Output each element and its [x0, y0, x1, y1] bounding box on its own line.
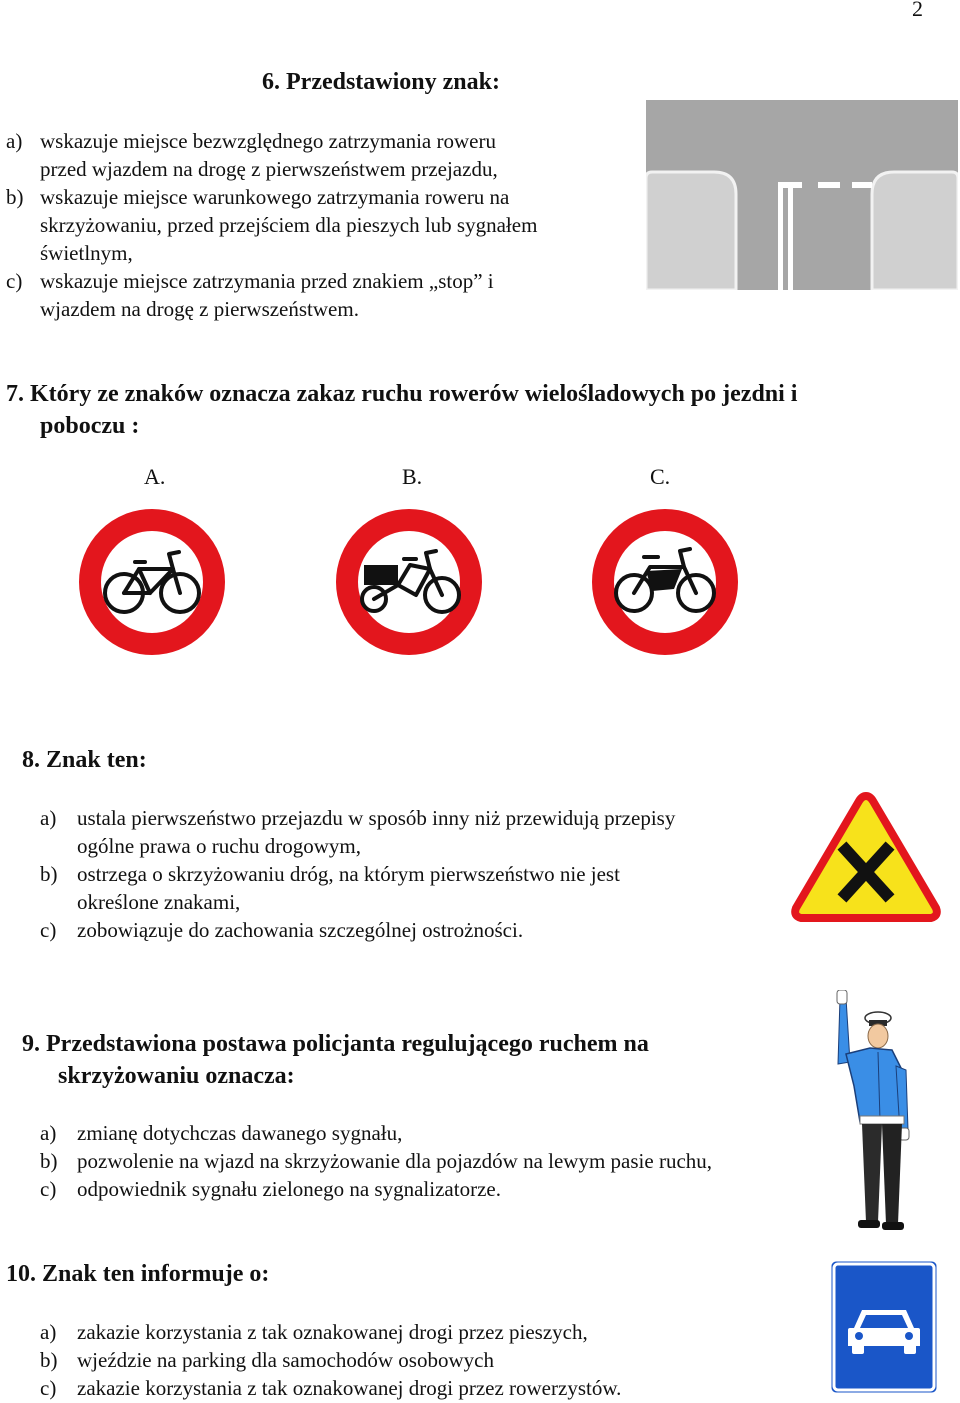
q6-title: 6. Przedstawiony znak: — [262, 69, 500, 95]
q8-answer-c-line1: zobowiązuje do zachowania szczególnej ostrożności. — [77, 918, 524, 942]
q8-answer-b-label: b) — [40, 862, 58, 886]
q6-answer-b-line3: świetlnym, — [40, 241, 133, 265]
q8-answer-c-label: c) — [40, 918, 57, 942]
q6-answer-c-line2: wjazdem na drogę z pierwszeństwem. — [40, 297, 359, 321]
q8-answer-a-label: a) — [40, 806, 57, 830]
q8-answer-b-line2: określone znakami, — [77, 890, 241, 914]
q6-answer-b-line2: skrzyżowaniu, przed przejściem dla pieszych lub sygnałem — [40, 213, 538, 237]
q10-answers — [40, 1318, 820, 1402]
q6-answer-b-line1: wskazuje miejsce warunkowego zatrzymania roweru na — [40, 185, 510, 209]
q6-answer-a-label: a) — [6, 129, 23, 153]
q6-answer-b-label: b) — [6, 185, 24, 209]
q6-answers — [6, 127, 646, 323]
q6-answer-a-line2: przed wjazdem na drogę z pierwszeństwem przejazdu, — [40, 157, 498, 181]
q9-title-line2: skrzyżowaniu oznacza: — [58, 1063, 295, 1089]
q7-option-b: B. — [402, 464, 423, 489]
q10-answer-b-label: b) — [40, 1348, 58, 1372]
q10-answer-b-line1: wjeździe na parking dla samochodów osobowych — [77, 1348, 494, 1372]
q10-answer-a-label: a) — [40, 1320, 57, 1344]
q8-title: 8. Znak ten: — [22, 747, 147, 773]
car-road-information-sign — [828, 1258, 940, 1396]
q7-title-line1: 7. Który ze znaków oznacza zakaz ruchu rowerów wielośladowych po jezdni i — [6, 381, 798, 407]
traffic-police-officer-illustration — [820, 990, 920, 1238]
q10-answer-c-label: c) — [40, 1376, 57, 1400]
q8-answer-a-line1: ustala pierwszeństwo przejazdu w sposób inny niż przewidują przepisy — [77, 806, 676, 830]
q8-answers — [40, 804, 800, 944]
q9-answer-c-line1: odpowiednik sygnału zielonego na sygnalizatorze. — [77, 1177, 501, 1201]
no-bicycles-sign — [77, 507, 227, 657]
q9-answer-a-label: a) — [40, 1121, 57, 1145]
q6-answer-c-line1: wskazuje miejsce zatrzymania przed znakiem „stop” i — [40, 269, 494, 293]
q7-option-c: C. — [650, 464, 671, 489]
q9-answers — [40, 1119, 830, 1203]
q9-answer-b-line1: pozwolenie na wjazd na skrzyżowanie dla pojazdów na lewym pasie ruchu, — [77, 1149, 713, 1173]
q9-answer-a-line1: zmianę dotychczas dawanego sygnału, — [77, 1121, 403, 1145]
q10-answer-c-line1: zakazie korzystania z tak oznakowanej drogi przez rowerzystów. — [77, 1376, 622, 1400]
crossroads-warning-sign — [790, 790, 942, 924]
road-marking-illustration — [646, 100, 958, 290]
q9-title-line1: 9. Przedstawiona postawa policjanta regulującego ruchem na — [22, 1031, 649, 1057]
q10-title: 10. Znak ten informuje o: — [6, 1261, 270, 1287]
q6-answer-c-label: c) — [6, 269, 23, 293]
q7-title-line2: poboczu : — [40, 413, 140, 439]
q6-answer-a-line1: wskazuje miejsce bezwzględnego zatrzymania roweru — [40, 129, 496, 153]
page-number: 2 — [912, 0, 923, 21]
q9-answer-b-label: b) — [40, 1149, 58, 1173]
q8-answer-b-line1: ostrzega o skrzyżowaniu dróg, na którym pierwszeństwo nie jest — [77, 862, 620, 886]
q10-answer-a-line1: zakazie korzystania z tak oznakowanej drogi przez pieszych, — [77, 1320, 588, 1344]
q7-option-a: A. — [144, 464, 166, 489]
no-cargo-tricycle-sign — [334, 507, 484, 657]
q9-answer-c-label: c) — [40, 1177, 57, 1201]
no-mopeds-sign — [590, 507, 740, 657]
q8-answer-a-line2: ogólne prawa o ruchu drogowym, — [77, 834, 362, 858]
